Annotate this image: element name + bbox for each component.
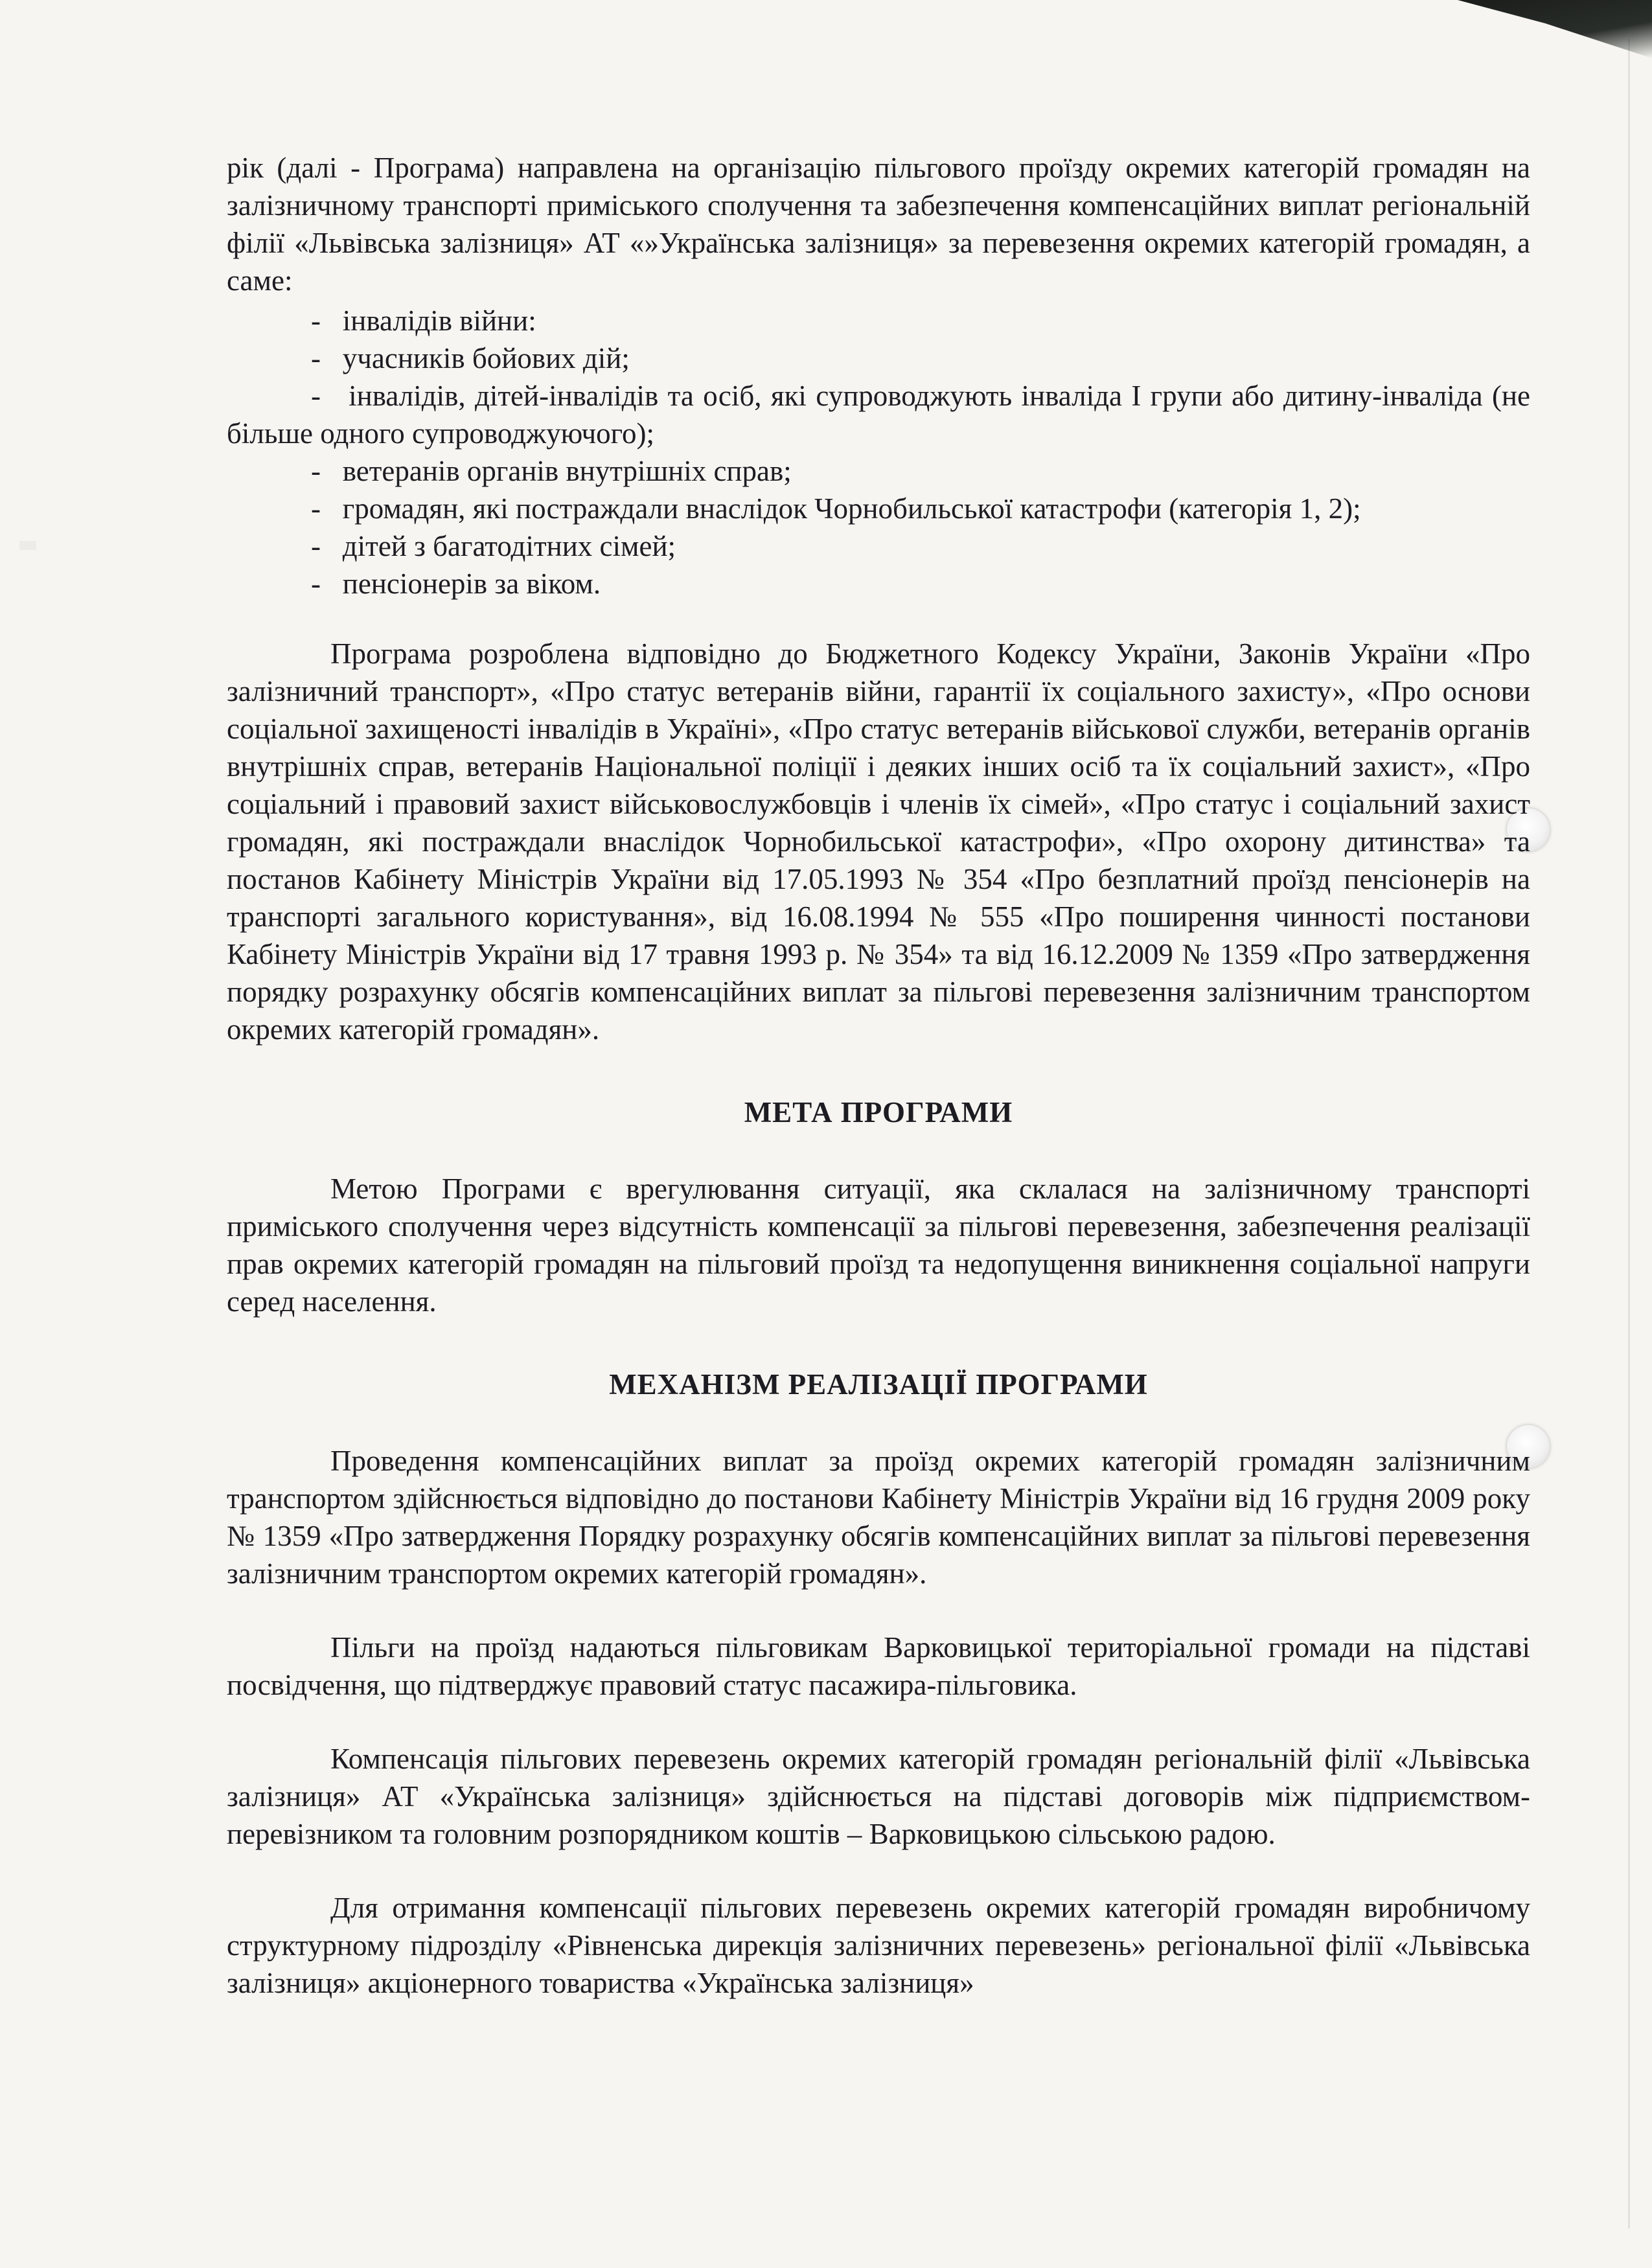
scan-page-edge xyxy=(1628,39,1630,2228)
goal-heading: МЕТА ПРОГРАМИ xyxy=(744,1096,1013,1128)
list-item: - дітей з багатодітних сімей; xyxy=(311,530,676,562)
scan-corner-shadow xyxy=(1458,0,1652,58)
goal-paragraph: Метою Програми є врегулювання ситуації, яка склалася на залізничному транспорті приміського сполучення через відсутність компенсації за пільгові перевезення, забезпечення реалізації прав окремих категорій громадян на пільговий проїзд та недопущення виникнення соціальної напруги серед населення. xyxy=(227,1173,1530,1318)
legal-basis-paragraph: Програма розроблена відповідно до Бюджетного Кодексу України, Законів України «Про залізничний транспорт», «Про статус ветеранів війни, гарантії їх соціального захисту», «Про основи соціальної захищеності інвалідів в Україні», «Про статус ветеранів військової служби, ветеранів органів внутрішніх справ, ветеранів Національної поліції і деяких інших осіб та їх соціальний захист», «Про соціальний і правовий захист військовослужбовців і членів їх сімей», «Про статус і соціальний захист громадян, які постраждали внаслідок Чорнобильської катастрофи», «Про охорону дитинства» та постанов Кабінету Міністрів України від 17.05.1993 № 354 «Про безплатний проїзд пенсіонерів на транспорті загального користування», від 16.08.1994 № 555 «Про поширення чинності постанови Кабінету Міністрів України від 17 травня 1993 р. № 354» та від 16.12.2009 № 1359 «Про затвердження порядку розрахунку обсягів компенсаційних виплат за пільгові перевезення залізничним транспортом окремих категорій громадян». xyxy=(227,637,1530,1046)
list-item: - пенсіонерів за віком. xyxy=(311,567,601,600)
scan-mark xyxy=(19,541,36,550)
mechanism-paragraph-2: Пільги на проїзд надаються пільговикам Варковицької територіальної громади на підставі посвідчення, що підтверджує правовий статус пасажира-пільговика. xyxy=(227,1631,1530,1701)
beneficiary-categories-list xyxy=(227,302,1530,602)
list-item: - учасників бойових дій; xyxy=(311,342,630,374)
mechanism-paragraph-4: Для отримання компенсації пільгових перевезень окремих категорій громадян виробничому структурному підрозділу «Рівненська дирекція залізничних перевезень» регіональної філії «Львівська залізниця» акціонерного товариства «Українська залізниця» xyxy=(227,1892,1530,1999)
intro-paragraph: рік (далі - Програма) направлена на організацію пільгового проїзду окремих категорій громадян на залізничному транспорті приміського сполучення та забезпечення компенсаційних виплат регіональній філії «Львівська залізниця» АТ «»Українська залізниця» за перевезення окремих категорій громадян, а саме: xyxy=(227,152,1530,297)
list-item: - інвалідів, дітей-інвалідів та осіб, які супроводжують інваліда I групи або дитину-інваліда (не більше одного супроводжуючого); xyxy=(227,380,1530,450)
mechanism-paragraph-1: Проведення компенсаційних виплат за проїзд окремих категорій громадян залізничним транспортом здійснюється відповідно до постанови Кабінету Міністрів України від 16 грудня 2009 року № 1359 «Про затвердження Порядку розрахунку обсягів компенсаційних виплат за пільгові перевезення залізничним транспортом окремих категорій громадян». xyxy=(227,1445,1530,1590)
mechanism-paragraph-3: Компенсація пільгових перевезень окремих категорій громадян регіональній філії «Львівська залізниця» АТ «Українська залізниця» здійснюється на підставі договорів між підприємством-перевізником та головним розпорядником коштів – Варковицькою сільською радою. xyxy=(227,1743,1530,1850)
list-item: - інвалідів війни: xyxy=(311,304,536,337)
list-item: - громадян, які постраждали внаслідок Чорнобильської катастрофи (категорія 1, 2); xyxy=(311,492,1361,525)
mechanism-heading: МЕХАНІЗМ РЕАЛІЗАЦІЇ ПРОГРАМИ xyxy=(609,1368,1148,1401)
list-item: - ветеранів органів внутрішніх справ; xyxy=(311,455,792,487)
document-page xyxy=(227,149,1530,2002)
